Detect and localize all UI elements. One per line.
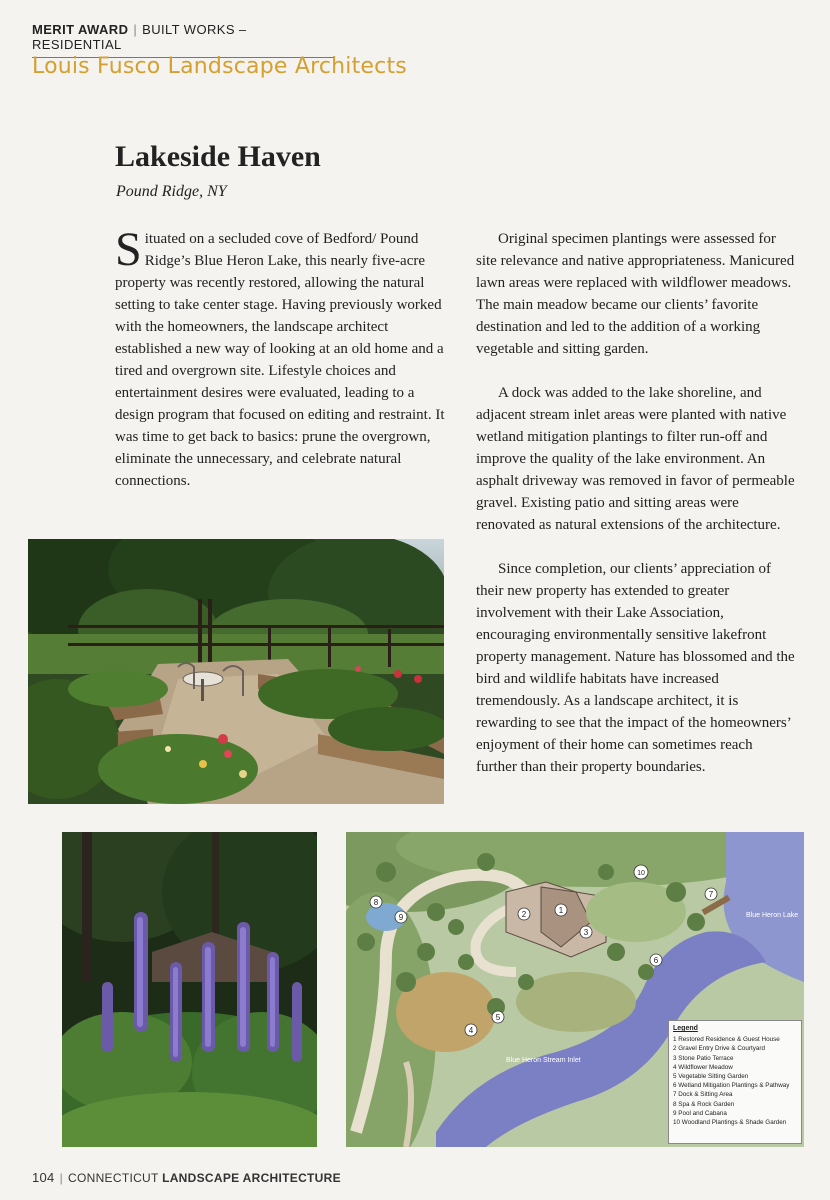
paragraph-2: Original specimen plantings were assessed for site relevance and native appropriateness. Manicured lawn areas were replaced with wildflower meadows. The main meadow became our clients’ favorite destination and led to the addition of a working vegetable and sitting garden.: [476, 231, 795, 357]
lupine-flowers-image: [62, 832, 317, 1147]
plan-marker-2: 2: [521, 910, 527, 919]
award-header: [32, 22, 334, 58]
inlet-label: Blue Heron Stream Inlet: [506, 1057, 581, 1064]
plan-marker-7: 7: [708, 890, 714, 899]
plan-marker-5: 5: [495, 1013, 501, 1022]
plan-marker-6: 6: [653, 956, 659, 965]
page-footer: [32, 1170, 341, 1185]
vegetable-garden-image: [28, 539, 444, 804]
plan-marker-10: 10: [637, 870, 645, 877]
drop-cap: S: [115, 223, 142, 276]
legend-item: 5 Vegetable Sitting Garden: [673, 1073, 749, 1081]
legend-item: 7 Dock & Sitting Area: [673, 1091, 733, 1099]
divider: |: [59, 1171, 64, 1185]
plan-marker-4: 4: [468, 1026, 474, 1035]
legend-item: 3 Stone Patio Terrace: [673, 1054, 734, 1062]
project-location: Pound Ridge, NY: [116, 183, 227, 200]
plan-marker-9: 9: [398, 913, 404, 922]
lake-label: Blue Heron Lake: [746, 912, 799, 919]
legend-item: 4 Wildflower Meadow: [673, 1063, 733, 1071]
paragraph-1-text: ituated on a secluded cove of Bedford/ Pound Ridge’s Blue Heron Lake, this nearly five-acre property was recently restored, allowing the natural setting to take center stage. Having previously worked with the homeowners, the landscape architect established a new way of looking at an old home and a tired and overgrown site. Lifestyle choices and entertainment desires were evaluated, leading to a design program that focused on editing and restraint. It was time to get back to basics: prune the overgrown, eliminate the unnecessary, and celebrate natural connections.: [115, 231, 445, 489]
legend-item: 10 Woodland Plantings & Shade Garden: [673, 1119, 787, 1127]
paragraph-1: [115, 223, 445, 492]
paragraph-4: Since completion, our clients’ appreciation of their new property has extended to greater involvement with their Lake Association, encouraging environmentally sensitive lakefront property management. Nature has blossomed and the bird and wildlife habitats have increased tremendously. As a landscape architect, it is rewarding to see that the impact of the homeowners’ enjoyment of their home can sometimes reach further than their property boundaries.: [476, 561, 795, 775]
paragraph-3: A dock was added to the lake shoreline, and adjacent stream inlet areas were planted with native wetland mitigation plantings to filter run-off and improve the quality of the lake environment. An asphalt driveway was removed in favor of permeable gravel. Existing patio and sitting areas were renovated as natural extensions of the architecture.: [476, 385, 795, 533]
award-category: BUILT WORKS – RESIDENTIAL: [32, 22, 247, 52]
divider: |: [133, 22, 138, 37]
legend-title: Legend: [673, 1025, 698, 1032]
award-label: MERIT AWARD: [32, 22, 129, 37]
plan-marker-3: 3: [583, 928, 589, 937]
project-title: Lakeside Haven: [115, 140, 321, 173]
legend-item: 6 Wetland Mitigation Plantings & Pathway: [673, 1082, 790, 1090]
legend-item: 8 Spa & Rock Garden: [673, 1100, 735, 1108]
lupine-flowers-photo: [62, 832, 317, 1147]
firm-name: Louis Fusco Landscape Architects: [32, 54, 407, 79]
plan-legend: [668, 1020, 802, 1144]
publication-name: CONNECTICUT: [68, 1171, 159, 1185]
legend-item: 2 Gravel Entry Drive & Courtyard: [673, 1045, 766, 1053]
page-number: 104: [32, 1170, 55, 1185]
plan-marker-1: 1: [558, 906, 564, 915]
legend-item: 1 Restored Residence & Guest House: [673, 1036, 780, 1044]
vegetable-garden-photo: [28, 539, 444, 804]
plan-marker-8: 8: [373, 898, 379, 907]
legend-item: 9 Pool and Cabana: [673, 1109, 727, 1117]
publication-name-bold: LANDSCAPE ARCHITECTURE: [162, 1171, 341, 1185]
